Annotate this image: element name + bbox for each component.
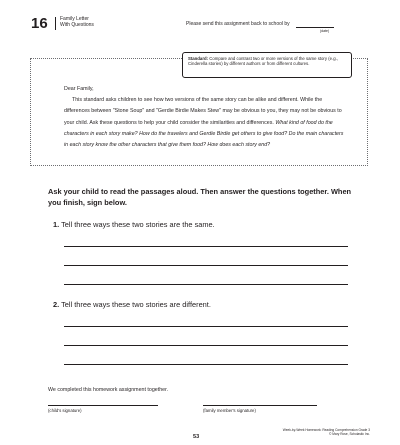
- answer-line-2a[interactable]: [64, 326, 348, 327]
- standard-label: Standard:: [188, 56, 209, 61]
- question-2: [53, 300, 211, 309]
- page-number: 53: [193, 434, 200, 440]
- family-letter: [64, 84, 344, 151]
- answer-line-2c[interactable]: [64, 364, 348, 365]
- question-1: [53, 220, 215, 229]
- instructions: Ask your child to read the passages aloud. Then answer the questions together. When you finish, sign below.: [48, 187, 352, 207]
- child-signature-line[interactable]: [48, 405, 158, 406]
- credit-line-2: © Mary Rose, Scholastic Inc.: [329, 432, 370, 436]
- question-2-text: Tell three ways these two stories are different.: [61, 300, 211, 309]
- lesson-title: [60, 16, 120, 28]
- send-back-text: Please send this assignment back to school by: [186, 21, 290, 27]
- date-fill-line[interactable]: [296, 27, 334, 28]
- lesson-title-line2: With Questions: [60, 22, 94, 28]
- completed-statement: We completed this homework assignment together.: [48, 387, 169, 393]
- question-1-number: 1.: [53, 220, 60, 229]
- letter-greeting: Dear Family,: [64, 86, 94, 92]
- header-divider: [55, 17, 56, 30]
- child-signature-label: (child's signature): [48, 408, 82, 413]
- standard-box: [182, 52, 352, 78]
- credit-line-1: Week-by-Week Homework: Reading Comprehension Grade 3: [282, 428, 370, 432]
- date-label: (date): [320, 29, 330, 33]
- lesson-title-line1: Family Letter: [60, 16, 89, 22]
- family-signature-label: (family member's signature): [203, 408, 256, 413]
- answer-line-2b[interactable]: [64, 345, 348, 346]
- question-2-number: 2.: [53, 300, 60, 309]
- answer-line-1b[interactable]: [64, 265, 348, 266]
- letter-body-questions: What kind of food do the characters in each story make? How do the travelers and Gerdie Birdie get others to give food? Do the main characters in each story know the other characters that give them food? How does each story end?: [64, 119, 344, 149]
- question-1-text: Tell three ways these two stories are the same.: [61, 220, 215, 229]
- letter-body-plain: This standard asks children to see how two versions of the same story can be alike and different. While the differences between "Stone Soup" and "Gerdie Birdie Makes Stew" may be obvious to you, they may not be obvious to your child. Ask these questions to help your child consider the similarities and differences.: [64, 97, 342, 126]
- answer-line-1a[interactable]: [64, 246, 348, 247]
- lesson-number: 16: [31, 15, 48, 32]
- letter-body: [64, 95, 344, 151]
- standard-text: Compare and contrast two or more versions of the same story (e.g., Cinderella stories) by different authors or from different cultures.: [188, 56, 338, 67]
- answer-line-1c[interactable]: [64, 284, 348, 285]
- credit-line: [276, 428, 370, 436]
- family-signature-line[interactable]: [203, 405, 317, 406]
